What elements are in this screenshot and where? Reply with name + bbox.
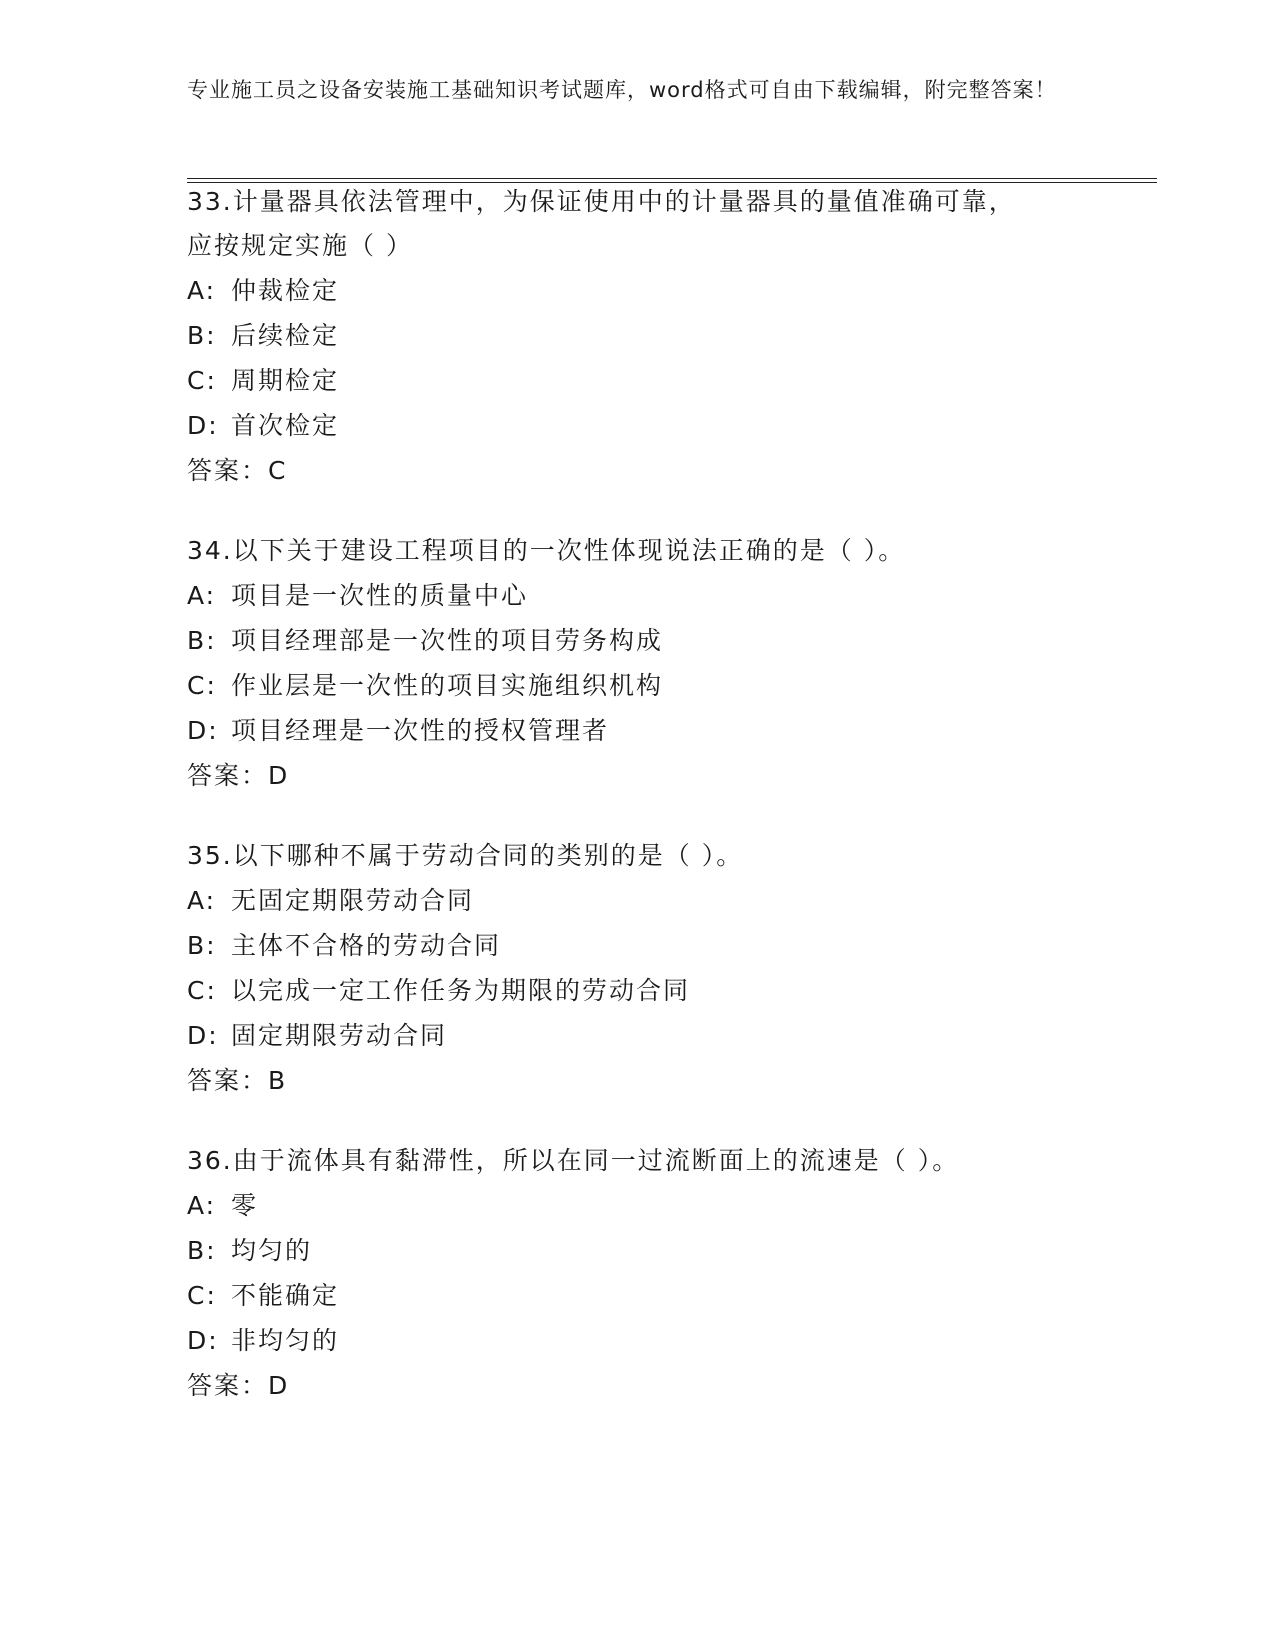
option-text: 无固定期限劳动合同 (231, 886, 475, 915)
option-a (187, 573, 1087, 618)
option-c (187, 968, 1087, 1013)
answer-line (187, 1363, 1087, 1408)
answer-label: 答案： (187, 456, 269, 485)
option-key: C: (187, 976, 217, 1005)
document-header: 专业施工员之设备安装施工基础知识考试题库，word格式可自由下载编辑，附完整答案！ (187, 78, 1057, 102)
option-key: A: (187, 886, 217, 915)
answer-label: 答案： (187, 1371, 269, 1400)
option-c (187, 663, 1087, 708)
option-key: C: (187, 671, 217, 700)
option-d (187, 403, 1037, 448)
option-key: A: (187, 1191, 217, 1220)
option-b (187, 618, 1087, 663)
option-key: C: (187, 366, 217, 395)
option-text: 固定期限劳动合同 (231, 1021, 448, 1050)
option-b (187, 1228, 1087, 1273)
option-text: 项目是一次性的质量中心 (231, 581, 529, 610)
option-d (187, 1318, 1087, 1363)
question-text: 34.以下关于建设工程项目的一次性体现说法正确的是（ ）。 (187, 536, 906, 565)
option-d (187, 1013, 1087, 1058)
question-34 (187, 529, 1087, 798)
question-33 (187, 180, 1037, 493)
question-text: 35.以下哪种不属于劳动合同的类别的是（ ）。 (187, 841, 744, 870)
option-key: A: (187, 581, 217, 610)
option-d (187, 708, 1087, 753)
option-b (187, 313, 1037, 358)
answer-label: 答案： (187, 761, 269, 790)
question-36 (187, 1139, 1087, 1408)
option-key: C: (187, 1281, 217, 1310)
option-key: D: (187, 411, 219, 440)
option-text: 零 (231, 1191, 259, 1220)
option-c (187, 1273, 1087, 1318)
option-key: B: (187, 931, 217, 960)
option-key: B: (187, 1236, 217, 1265)
option-text: 以完成一定工作任务为期限的劳动合同 (231, 976, 691, 1005)
option-key: D: (187, 716, 219, 745)
option-text: 非均匀的 (231, 1326, 340, 1355)
option-a (187, 1183, 1087, 1228)
option-text: 首次检定 (231, 411, 340, 440)
option-text: 仲裁检定 (231, 276, 340, 305)
option-text: 后续检定 (231, 321, 340, 350)
option-text: 项目经理部是一次性的项目劳务构成 (231, 626, 664, 655)
option-a (187, 268, 1037, 313)
option-key: D: (187, 1021, 219, 1050)
answer-value: C (268, 456, 287, 485)
option-c (187, 358, 1037, 403)
answer-value: B (268, 1066, 287, 1095)
question-35 (187, 834, 1087, 1103)
question-text: 33.计量器具依法管理中，为保证使用中的计量器具的量值准确可靠，应按规定实施（ ） (187, 187, 1016, 260)
option-key: B: (187, 321, 217, 350)
option-b (187, 923, 1087, 968)
option-text: 不能确定 (231, 1281, 340, 1310)
option-a (187, 878, 1087, 923)
option-text: 项目经理是一次性的授权管理者 (231, 716, 610, 745)
question-text: 36.由于流体具有黏滞性，所以在同一过流断面上的流速是（ ）。 (187, 1146, 960, 1175)
answer-line (187, 1058, 1087, 1103)
option-key: B: (187, 626, 217, 655)
option-text: 主体不合格的劳动合同 (231, 931, 502, 960)
answer-line (187, 753, 1087, 798)
option-key: A: (187, 276, 217, 305)
option-key: D: (187, 1326, 219, 1355)
option-text: 均匀的 (231, 1236, 313, 1265)
answer-value: D (268, 761, 289, 790)
answer-value: D (268, 1371, 289, 1400)
option-text: 作业层是一次性的项目实施组织机构 (231, 671, 664, 700)
option-text: 周期检定 (231, 366, 340, 395)
answer-label: 答案： (187, 1066, 269, 1095)
answer-line (187, 448, 1037, 493)
